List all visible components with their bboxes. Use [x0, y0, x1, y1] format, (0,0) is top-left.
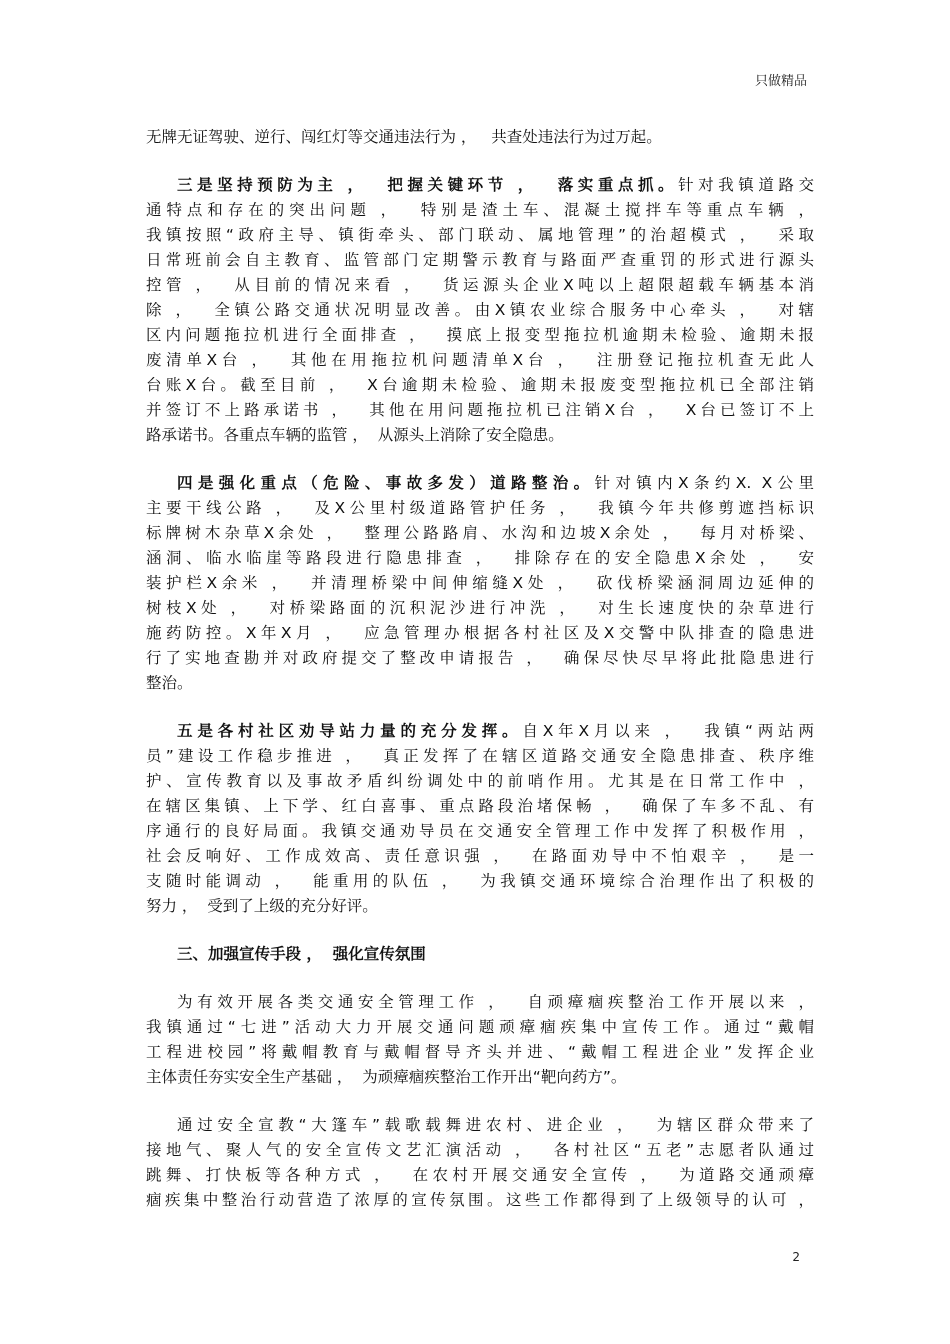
text-line: 无牌无证驾驶、逆行、闯红灯等交通违法行为 ， 共查处违法行为过万起。 [146, 128, 662, 146]
paragraph-prevention [146, 173, 814, 448]
text-line: 并签订不上路承诺书 ， 其他在用问题拖拉机已注销X台 ， X台已签订不上 [146, 401, 814, 419]
paragraph-publicity [146, 990, 814, 1090]
text-line: 整治。 [146, 674, 193, 692]
text-line: 台账X台。截至目前 ， X台逾期未检验、逾期未报废变型拖拉机已全部注销 [146, 376, 814, 394]
paragraph-gap [146, 967, 814, 990]
text-line: 路承诺书。各重点车辆的监管 ， 从源头上消除了安全隐患。 [146, 426, 564, 444]
text-line: 施药防控。X年X月 ， 应急管理办根据各村社区及X交警中队排查的隐患进 [146, 624, 814, 642]
paragraph-road-remediation [146, 471, 814, 696]
text-line: 主体责任夯实安全生产基础 ， 为顽瘴痼疾整治工作开出“靶向药方”。 [146, 1068, 627, 1086]
text-line: 装护栏X余米 ， 并清理桥梁中间伸缩缝X处 ， 砍伐桥梁涵洞周边延伸的 [146, 574, 814, 592]
text-line: 支随时能调动 ， 能重用的队伍 ， 为我镇交通环境综合治理作出了积极的 [146, 872, 814, 890]
text-line: 日常班前会自主教育、监管部门定期警示教育与路面严查重罚的形式进行源头 [146, 251, 814, 269]
paragraph-persuasion-stations [146, 719, 814, 919]
document-body [146, 125, 814, 1213]
text-line: 树枝X处 ， 对桥梁路面的沉积泥沙进行冲洗 ， 对生长速度快的杂草进行 [146, 599, 814, 617]
paragraph-gap [146, 919, 814, 942]
text-line [146, 471, 814, 496]
text-line: 序通行的良好局面。我镇交通劝导员在交通安全管理工作中发挥了积极作用 ， [146, 822, 814, 840]
text-line: 涵洞、临水临崖等路段进行隐患排查 ， 排除存在的安全隐患X余处 ， 安 [146, 549, 814, 567]
text-line: 努力 ， 受到了上级的充分好评。 [146, 897, 378, 915]
text-line: 我镇通过“七进”活动大力开展交通问题顽瘴痼疾集中宣传工作。通过“戴帽 [146, 1018, 814, 1036]
text-line: 废清单X台 ， 其他在用拖拉机问题清单X台 ， 注册登记拖拉机查无此人 [146, 351, 814, 369]
paragraph-gap [146, 1090, 814, 1113]
text-line [146, 719, 814, 744]
text-line: 除 ， 全镇公路交通状况明显改善。由X镇农业综合服务中心牵头 ， 对辖 [146, 301, 814, 319]
paragraph-gap [146, 448, 814, 471]
text-run: 针对镇内X条约X. X公里 [594, 474, 814, 492]
paragraph-gap [146, 696, 814, 719]
text-line: 行了实地查勘并对政府提交了整改申请报告 ， 确保尽快尽早将此批隐患进行 [146, 649, 814, 667]
paragraph-caravan [146, 1113, 814, 1213]
text-line: 员”建设工作稳步推进 ， 真正发挥了在辖区道路交通安全隐患排查、秩序维 [146, 747, 814, 765]
section-heading: 三、加强宣传手段 ， 强化宣传氛围 [177, 945, 426, 963]
text-line: 护、宣传教育以及事故矛盾纠纷调处中的前哨作用。尤其是在日常工作中 ， [146, 772, 814, 790]
page-number: 2 [792, 1250, 800, 1264]
text-run: 自X年X月以来 ， 我镇“两站两 [522, 722, 814, 740]
text-line: 通过安全宣教“大篷车”载歌载舞进农村、进企业 ， 为辖区群众带来了 [177, 1116, 814, 1134]
paragraph-lead: 五是各村社区劝导站力量的充分发挥。 [177, 722, 523, 740]
text-line: 通特点和存在的突出问题 ， 特别是渣土车、混凝土搅拌车等重点车辆 ， [146, 201, 814, 219]
text-run: 针对我镇道路交 [678, 176, 814, 194]
paragraph-lead: 三是坚持预防为主 ， 把握关键环节 ， 落实重点抓。 [177, 176, 679, 194]
text-line: 控管 ， 从目前的情况来看 ， 货运源头企业X吨以上超限超载车辆基本消 [146, 276, 814, 294]
text-line: 社会反响好、工作成效高、责任意识强 ， 在路面劝导中不怕艰辛 ， 是一 [146, 847, 814, 865]
text-line: 主要干线公路 ， 及X公里村级道路管护任务 ， 我镇今年共修剪遮挡标识 [146, 499, 814, 517]
paragraph-gap [146, 150, 814, 173]
text-line: 跳舞、打快板等各种方式 ， 在农村开展交通安全宣传 ， 为道路交通顽瘴 [146, 1166, 814, 1184]
paragraph-continuation [146, 125, 814, 150]
paragraph-lead: 四是强化重点（危险、事故多发）道路整治。 [177, 474, 595, 492]
text-line [146, 173, 814, 198]
page-header-note: 只做精品 [754, 74, 807, 89]
text-line: 我镇按照“政府主导、镇街牵头、部门联动、属地管理”的治超模式 ， 采取 [146, 226, 814, 244]
text-line: 痼疾集中整治行动营造了浓厚的宣传氛围。这些工作都得到了上级领导的认可 ， [146, 1191, 814, 1209]
text-line: 接地气、聚人气的安全宣传文艺汇演活动 ， 各村社区“五老”志愿者队通过 [146, 1141, 814, 1159]
text-line: 在辖区集镇、上下学、红白喜事、重点路段治堵保畅 ， 确保了车多不乱、有 [146, 797, 814, 815]
text-line: 标牌树木杂草X余处 ， 整理公路路肩、水沟和边坡X余处 ， 每月对桥梁、 [146, 524, 814, 542]
text-line: 工程进校园”将戴帽教育与戴帽督导齐头并进、“戴帽工程进企业”发挥企业 [146, 1043, 814, 1061]
text-line: 为有效开展各类交通安全管理工作 ， 自顽瘴痼疾整治工作开展以来 ， [177, 993, 814, 1011]
text-line: 区内问题拖拉机进行全面排查 ， 摸底上报变型拖拉机逾期未检验、逾期未报 [146, 326, 814, 344]
